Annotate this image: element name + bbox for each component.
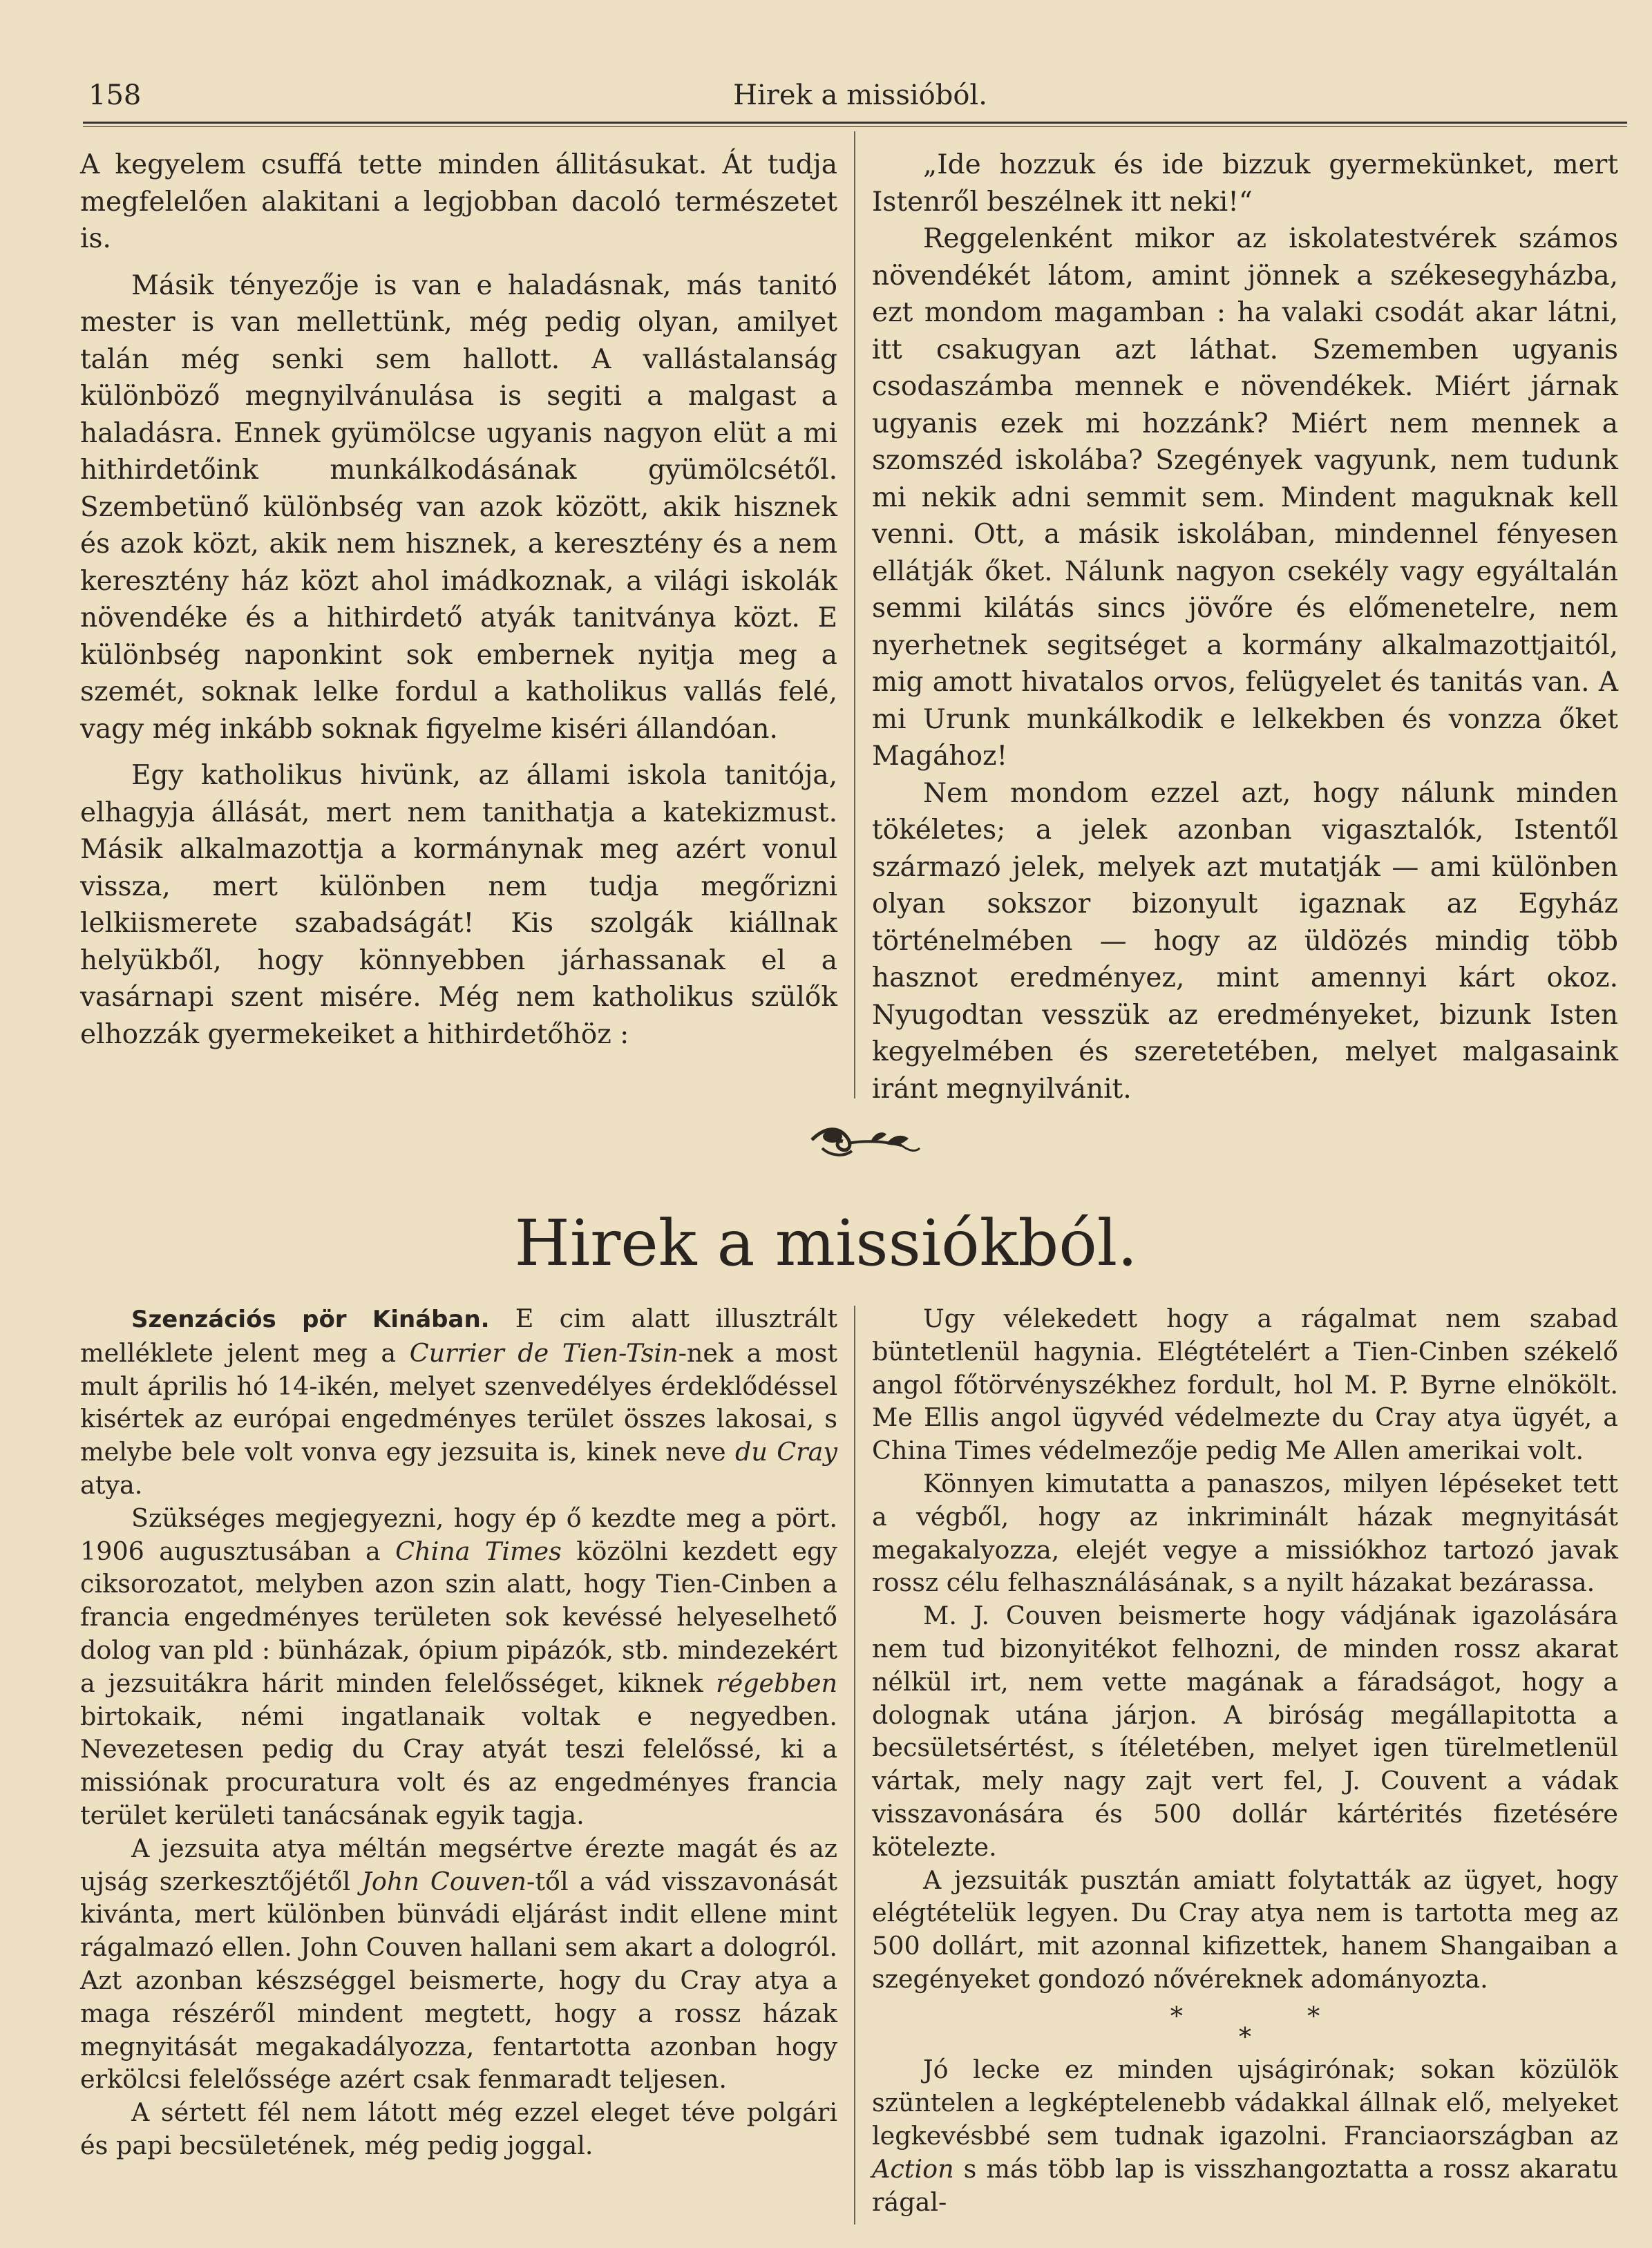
asterism-star: * bbox=[1238, 2021, 1252, 2052]
column-divider bbox=[854, 1306, 855, 2225]
article-paragraph: Szenzációs pör Kinában. E cim alatt illusztrált melléklete jelent meg a Currier de Tien-Tsin-nek a most mult április hó 14-ikén, melyet szenvedélyes érdeklődéssel kisértek az európai engedményes terület összes lakosai, s melybe bele volt vonva egy jezsuita is, kinek neve du Cray atya. bbox=[80, 1304, 837, 1500]
column-divider bbox=[854, 131, 855, 1098]
asterism-star: * bbox=[1170, 2001, 1183, 2031]
paragraph: Másik tényezője is van e haladásnak, más tanitó mester is van mellettünk, még pedig olyan, amilyet talán még senki sem hallott. A vallástalanság különböző megnyilvánulása is segiti a malgast a haladásra. Ennek gyümölcse ugyanis nagyon elüt a mi hithirdetőink munkálkodásának gyümölcsétől. Szembetünő különbség van azok között, akik hisznek és azok közt, akik nem hisznek, a keresztény és a nem keresztény ház közt ahol imádkoznak, a világi iskolák növendéke és a hithirdető atyák tanitványa közt. E különbség naponkint sok embernek nyitja meg a szemét, soknak lelke fordul a katholikus vallás felé, vagy még inkább soknak figyelme kiséri állandóan. bbox=[80, 269, 837, 745]
article-paragraph: A jezsuiták pusztán amiatt folytatták az ügyet, hogy elégtételük legyen. Du Cray atya nem is tartotta meg az 500 dollárt, mit azonnal kifizettek, hanem Shangaiban a szegényeket gondozó nővéreknek adományozta. bbox=[872, 1865, 1618, 1994]
asterism bbox=[872, 2021, 1618, 2054]
page-header bbox=[83, 75, 1637, 116]
header-rule-thin bbox=[83, 126, 1627, 127]
paragraph: Reggelenként mikor az iskolatestvérek számos növendékét látom, amint jönnek a székesegyházba, ezt mondom magamban : ha valaki csodát akar látni, itt csakugyan azt láthat. Szememben ugyanis csodaszámba mennek e növendékek. Miért járnak ugyanis ezek mi hozzánk? Miért nem mennek a szomszéd iskolába? Szegények vagyunk, nem tudunk mi nekik adni semmit sem. Mindent maguknak kell venni. Ott, a másik iskolában, mindennel fényesen ellátják őket. Nálunk nagyon csekély vagy egyáltalán semmi kilátás sincs jövőre és előmenetelre, nem nyerhetnek segitséget a kormány alkalmazottjaitól, mig amott hivatalos orvos, felügyelet és tanitás van. A mi Urunk munkálkodik e lelkekben és vonzza őket Magához! bbox=[872, 223, 1618, 772]
article-paragraph: Könnyen kimutatta a panaszos, milyen lépéseket tett a végből, hogy az inkriminált házak megnyitását megakalyozza, elejét vegye a missiókhoz tartozó javak rossz célu felhasználásának, s a nyilt házakat bezárassa. bbox=[872, 1468, 1618, 1598]
section-title: Hirek a missiókból. bbox=[514, 1206, 1138, 1280]
article-paragraph: A jezsuita atya méltán megsértve érezte magát és az ujság szerkesztőjétől John Couven-től a vád visszavonását kivánta, mert különben bünvádi eljárást indit ellene mint rágalmazó ellen. John Couven hallani sem akart a dologról. Azt azonban készséggel beismerte, hogy du Cray atya a maga részéről mindent megtett, hogy a rossz házak megnyitását megakadályozza, fentartotta azonban hogy erkölcsi felelőssége azért csak fenmaradt teljesen. bbox=[80, 1833, 837, 2095]
asterism-star: * bbox=[1307, 2001, 1320, 2031]
article-paragraph: Jó lecke ez minden ujságirónak; sokan közülök szüntelen a legképtelenebb vádakkal állnak elő, melyeket legkevésbbé sem tudnak igazolni. Franciaországban az Action s más több lap is visszhangoztatta a rossz akaratu rágal- bbox=[872, 2055, 1618, 2217]
upper-right-column bbox=[872, 146, 1618, 1107]
article-paragraph: A sértett fél nem látott még ezzel eleget téve polgári és papi becsületének, még pedig joggal. bbox=[80, 2097, 837, 2160]
paragraph: „Ide hozzuk és ide bizzuk gyermekünket, mert Istenről beszélnek itt neki!“ bbox=[872, 149, 1618, 218]
paragraph: A kegyelem csuffá tette minden állitásukat. Át tudja megfelelően alakitani a legjobban dacoló természetet is. bbox=[80, 149, 837, 254]
paragraph: Egy katholikus hivünk, az állami iskola tanitója, elhagyja állását, mert nem tanithatja a katekizmust. Másik alkalmazottja a kormánynak meg azért vonul vissza, mert különben nem tudja megőrizni lelkiismerete szabadságát! Kis szolgák kiállnak helyükből, hogy könnyebben járhassanak el a vasárnapi szent misére. Még nem katholikus szülők elhozzák gyermekeiket a hithirdetőhöz : bbox=[80, 760, 837, 1050]
paragraph: Nem mondom ezzel azt, hogy nálunk minden tökéletes; a jelek azonban vigasztalók, Istentől származó jelek, melyek azt mutatják — ami különben olyan sokszor bizonyult igaznak az Egyház történelmében — hogy az üldözés mindig több hasznot eredményez, mint amennyi kárt okoz. Nyugodtan vesszük az eredményeket, bizunk Isten kegyelmében és szeretetében, melyet malgasaink iránt megnyilvánit. bbox=[872, 777, 1618, 1105]
article-paragraph: M. J. Couven beismerte hogy vádjának igazolására nem tud bizonyitékot felhozni, de minden rossz akarat nélkül irt, nem vette magának a fáradságot, hogy a dolognak utána járjon. A biróság megállapitotta a becsületsértést, s ítéletében, melyet igen türelmetlenül vártak, mely nagy zajt vert fel, J. Couvent a vádak visszavonására és 500 dollár kártérités fizetésére kötelezte. bbox=[872, 1601, 1618, 1862]
lower-right-column bbox=[872, 1302, 1618, 2218]
article-lead: Szenzációs pör Kinában. bbox=[131, 1306, 490, 1333]
page-number: 158 bbox=[88, 79, 142, 111]
running-title: Hirek a missióból. bbox=[733, 79, 987, 111]
article-paragraph: Ugy vélekedett hogy a rágalmat nem szabad büntetlenül hagynia. Elégtételért a Tien-Cinben székelő angol főtörvényszékhez fordult, hol M. P. Byrne elnökölt. Me Ellis angol ügyvéd védelmezte du Cray atya ügyét, a China Times védelmezője pedig Me Allen amerikai volt. bbox=[872, 1304, 1618, 1466]
article-paragraph: Szükséges megjegyezni, hogy ép ő kezdte meg a pört. 1906 augusztusában a China Times közölni kezdett egy ciksorozatot, melyben azon szin alatt, hogy Tien-Cinben a francia engedményes területen sok kevéssé helyeselhető dolog van pld : bünházak, ópium pipázók, stb. mindezekért a jezsuitákra hárit minden felelősséget, kiknek régebben birtokaik, némi ingatlanaik voltak e negyedben. Nevezetesen pedig du Cray atyát teszi felelőssé, ki a missiónak procuratura volt és az engedményes francia terület kerületi tanácsának egyik tagja. bbox=[80, 1503, 837, 1830]
floral-vignette-icon bbox=[805, 1112, 922, 1164]
upper-left-column bbox=[80, 146, 837, 1053]
lower-left-column bbox=[80, 1302, 837, 2162]
header-rule bbox=[83, 122, 1627, 124]
